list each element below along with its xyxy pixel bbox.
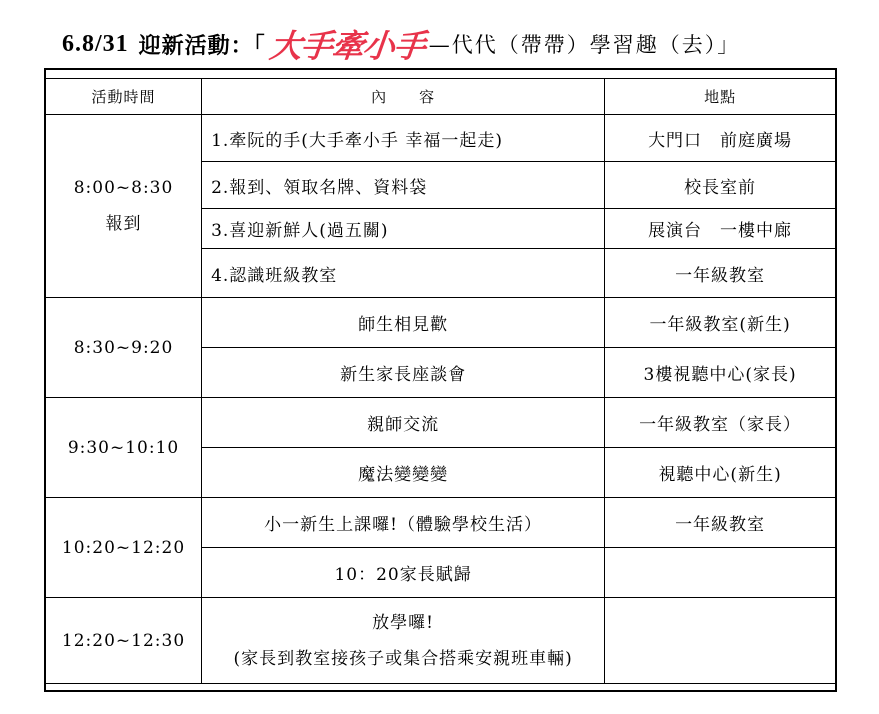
place-cell: 展演台 一樓中廊 xyxy=(605,209,835,249)
place-cell xyxy=(605,598,835,684)
content-cell xyxy=(202,598,605,684)
title-main: 迎新活動：「 xyxy=(138,32,266,59)
header-place: 地點 xyxy=(605,79,835,115)
place-cell: 一年級教室（家長） xyxy=(605,398,835,448)
table-row xyxy=(46,598,835,684)
place-cell: 大門口 前庭廣場 xyxy=(605,115,835,162)
table-row xyxy=(46,398,835,448)
content-cell: 新生家長座談會 xyxy=(202,348,605,398)
title-number: 6.8/31 xyxy=(62,30,129,57)
place-cell: 一年級教室(新生) xyxy=(605,298,835,348)
time-cell: 9:30~10:10 xyxy=(46,398,202,498)
time-cell: 10:20~12:20 xyxy=(46,498,202,598)
content-line: 放學囉! xyxy=(372,612,435,633)
content-cell: 2.報到、領取名牌、資料袋 xyxy=(202,162,605,209)
content-cell: 1.牽阮的手(大手牽小手 幸福一起走) xyxy=(202,115,605,162)
title-subtitle: —代代（帶帶）學習趣（去）」 xyxy=(428,33,741,57)
time-cell xyxy=(46,115,202,298)
document-title xyxy=(62,26,741,65)
content-cell: 親師交流 xyxy=(202,398,605,448)
table-row xyxy=(46,498,835,548)
content-cell: 3.喜迎新鮮人(過五關) xyxy=(202,209,605,249)
header-time: 活動時間 xyxy=(46,79,202,115)
place-cell xyxy=(605,548,835,598)
time-range: 8:00~8:30 xyxy=(73,178,174,198)
content-cell: 10：20家長賦歸 xyxy=(202,548,605,598)
place-cell: 3樓視聽中心(家長) xyxy=(605,348,835,398)
content-cell: 魔法變變變 xyxy=(202,448,605,498)
content-cell: 4.認識班級教室 xyxy=(202,249,605,298)
place-cell: 校長室前 xyxy=(605,162,835,209)
place-cell: 一年級教室 xyxy=(605,498,835,548)
place-cell: 視聽中心(新生) xyxy=(605,448,835,498)
content-cell: 師生相見歡 xyxy=(202,298,605,348)
content-cell: 小一新生上課囉!（體驗學校生活） xyxy=(202,498,605,548)
schedule-table xyxy=(46,78,835,684)
header-content: 內 容 xyxy=(202,79,605,115)
time-label: 報到 xyxy=(105,214,142,234)
title-brand-logo: 大手牽小手 xyxy=(267,27,427,65)
content-line: (家長到教室接孩子或集合搭乘安親班車輛) xyxy=(233,648,573,669)
schedule-sheet xyxy=(44,68,837,692)
time-cell: 8:30~9:20 xyxy=(46,298,202,398)
table-header-row xyxy=(46,79,835,115)
place-cell: 一年級教室 xyxy=(605,249,835,298)
time-cell: 12:20~12:30 xyxy=(46,598,202,684)
table-row xyxy=(46,115,835,162)
table-row xyxy=(46,298,835,348)
